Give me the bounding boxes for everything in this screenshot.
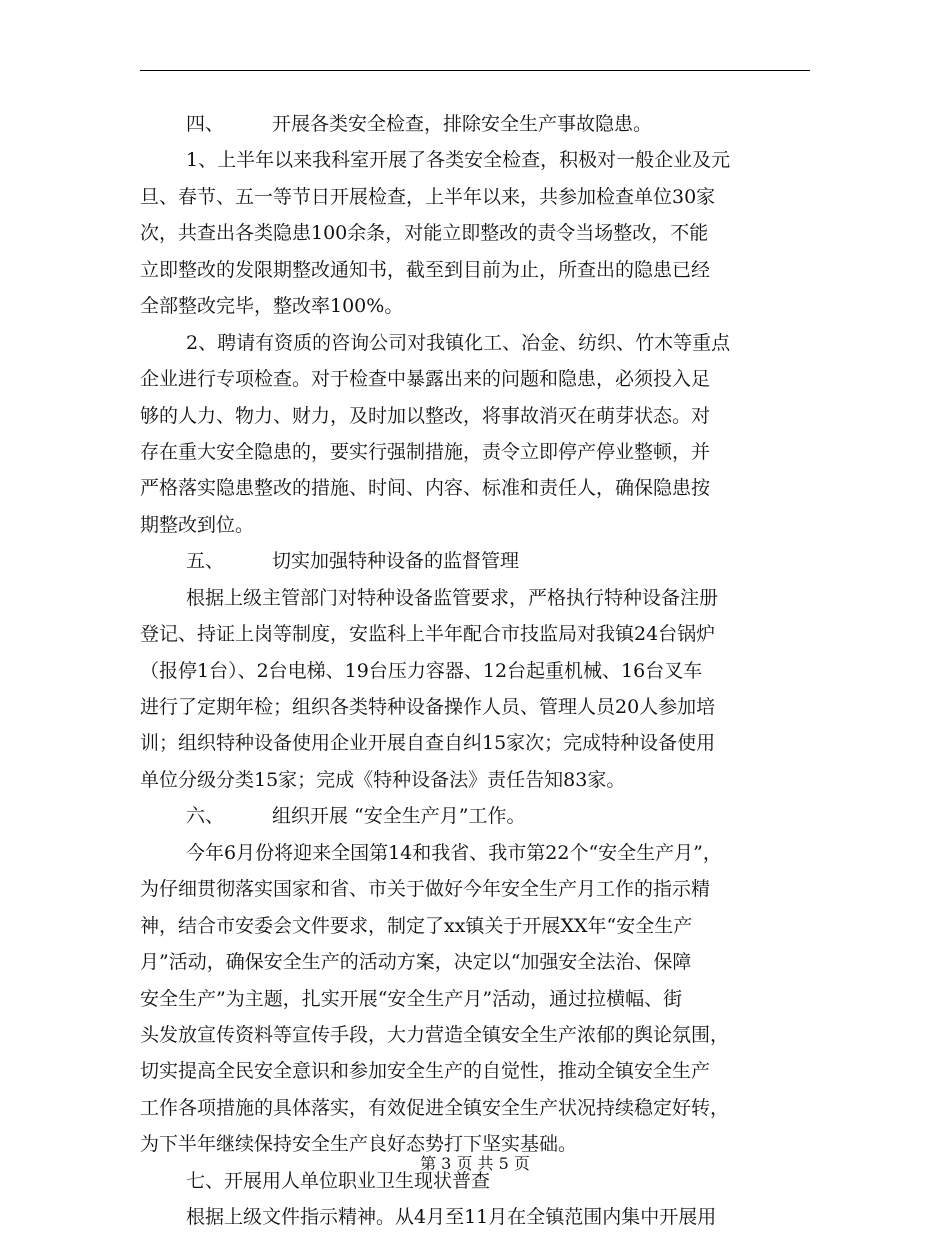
paragraph-line: 头发放宣传资料等宣传手段，大力营造全镇安全生产浓郁的舆论氛围， — [140, 1023, 730, 1046]
paragraph-line: 单位分级分类15家；完成《特种设备法》责任告知83家。 — [140, 768, 626, 791]
paragraph-line: （报停1台）、2台电梯、19台压力容器、12台起重机械、16台叉车 — [140, 659, 703, 682]
paragraph-line: 次，共查出各类隐患100余条，对能立即整改的责令当场整改，不能 — [140, 222, 709, 245]
paragraph-line: 旦、春节、五一等节日开展检查，上半年以来，共参加检查单位30家 — [140, 185, 716, 208]
paragraph-line: 登记、持证上岗等制度，安监科上半年配合市技监局对我镇24台锅炉 — [140, 623, 716, 646]
section-5-heading — [140, 543, 810, 579]
paragraph-line: 工作各项措施的具体落实，有效促进全镇安全生产状况持续稳定好转， — [140, 1096, 730, 1119]
section-4-heading — [140, 106, 810, 142]
section-7-heading: 七、开展用人单位职业卫生现状普查 — [186, 1169, 491, 1192]
paragraph-line: 2、聘请有资质的咨询公司对我镇化工、冶金、纺织、竹木等重点 — [186, 331, 731, 354]
section-6-title: 组织开展 “安全生产月”工作。 — [272, 805, 526, 828]
paragraph-line: 为下半年继续保持安全生产良好态势打下坚实基础。 — [140, 1133, 578, 1156]
header-rule — [140, 70, 810, 71]
paragraph-line: 安全生产”为主题，扎实开展“安全生产月”活动，通过拉横幅、街 — [140, 987, 683, 1010]
paragraph-line: 根据上级主管部门对特种设备监管要求，严格执行特种设备注册 — [186, 586, 719, 609]
document-body — [140, 106, 810, 1236]
paragraph-line: 今年6月份将迎来全国第14和我省、我市第22个“安全生产月”， — [186, 841, 722, 864]
paragraph-line: 期整改到位。 — [140, 513, 255, 536]
paragraph-line: 进行了定期年检；组织各类特种设备操作人员、管理人员20人参加培 — [140, 696, 716, 718]
paragraph-line: 企业进行专项检查。对于检查中暴露出来的问题和隐患，必须投入足 — [140, 368, 711, 391]
paragraph-line: 立即整改的发限期整改通知书，截至到目前为止，所查出的隐患已经 — [140, 258, 711, 281]
paragraph-line: 为仔细贯彻落实国家和省、市关于做好今年安全生产月工作的指示精 — [140, 878, 711, 901]
section-5-number: 五、 — [186, 550, 225, 573]
section-6-number: 六、 — [186, 805, 225, 828]
paragraph-line: 1、上半年以来我科室开展了各类安全检查，积极对一般企业及元 — [186, 149, 731, 172]
section-4-title: 开展各类安全检查，排除安全生产事故隐患。 — [272, 113, 653, 135]
section-4-number: 四、 — [186, 113, 225, 135]
paragraph-line: 根据上级文件指示精神。从4月至11月在全镇范围内集中开展用 — [186, 1206, 717, 1229]
paragraph-line: 够的人力、物力、财力，及时加以整改，将事故消灭在萌芽状态。对 — [140, 404, 711, 427]
page-footer: 第 3 页 共 5 页 — [420, 1154, 530, 1173]
section-5-title: 切实加强特种设备的监督管理 — [272, 550, 520, 573]
paragraph-line: 神，结合市安委会文件要求，制定了xx镇关于开展XX年“安全生产 — [140, 914, 693, 937]
paragraph-line: 严格落实隐患整改的措施、时间、内容、标准和责任人，确保隐患按 — [140, 477, 711, 500]
section-6-heading — [140, 798, 810, 834]
paragraph-line: 切实提高全民安全意识和参加安全生产的自觉性，推动全镇安全生产 — [140, 1060, 711, 1083]
paragraph-line: 训；组织特种设备使用企业开展自查自纠15家次；完成特种设备使用 — [140, 732, 716, 755]
paragraph-line: 存在重大安全隐患的，要实行强制措施，责令立即停产停业整顿，并 — [140, 440, 711, 463]
paragraph-line: 全部整改完毕，整改率100%。 — [140, 295, 404, 318]
paragraph-line: 月”活动，确保安全生产的活动方案，决定以“加强安全法治、保障 — [140, 951, 692, 974]
